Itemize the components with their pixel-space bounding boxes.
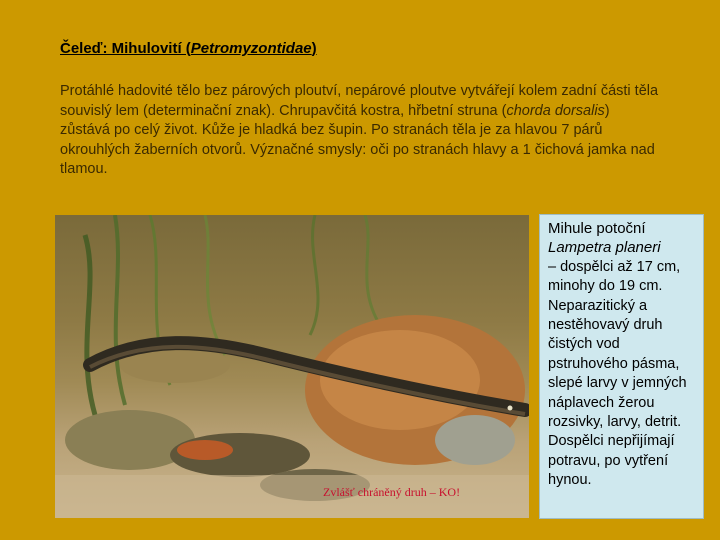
species-name: Mihule potoční	[548, 220, 646, 237]
title-prefix: Čeleď: Mihulovití (	[60, 40, 191, 57]
intro-latin-term: chorda dorsalis	[506, 102, 605, 119]
intro-text-part2: ) zůstává po celý život. Kůže je hladká bez šupin. Po stranách těla je za hlavou 7 párů okrouhlých žaberních otvorů. Význačné smysly: oči po stranách hlavy a 1 čichová jamka nad tlamou.	[60, 102, 655, 177]
intro-text-part1: Protáhlé hadovité tělo bez párových ploutví, nepárové ploutve vytvářejí kolem zadní části těla souvislý lem (determinační znak). Chrupavčitá kostra, hřbetní struna (	[60, 83, 659, 119]
photo-caption: Zvlášť chráněný druh – KO!	[323, 485, 461, 499]
aquarium-illustration	[55, 215, 529, 518]
title-latin: Petromyzontidae	[190, 40, 312, 57]
species-infobox	[539, 214, 704, 519]
species-latin-name: Lampetra planeri	[548, 239, 661, 257]
lamprey-photo	[55, 215, 529, 518]
intro-paragraph	[60, 82, 660, 180]
species-info-text	[548, 219, 703, 491]
page-title	[60, 40, 317, 57]
title-suffix: )	[311, 40, 317, 57]
species-description: – dospělci až 17 cm, minohy do 19 cm. Neparazitický a nestěhovavý druh čistých vod pstruhového pásma, slepé larvy v jemných náplavech žerou rozsivky, larvy, detrit. Dospělci nepřijímají potravu, po vytření hynou.	[548, 258, 687, 489]
